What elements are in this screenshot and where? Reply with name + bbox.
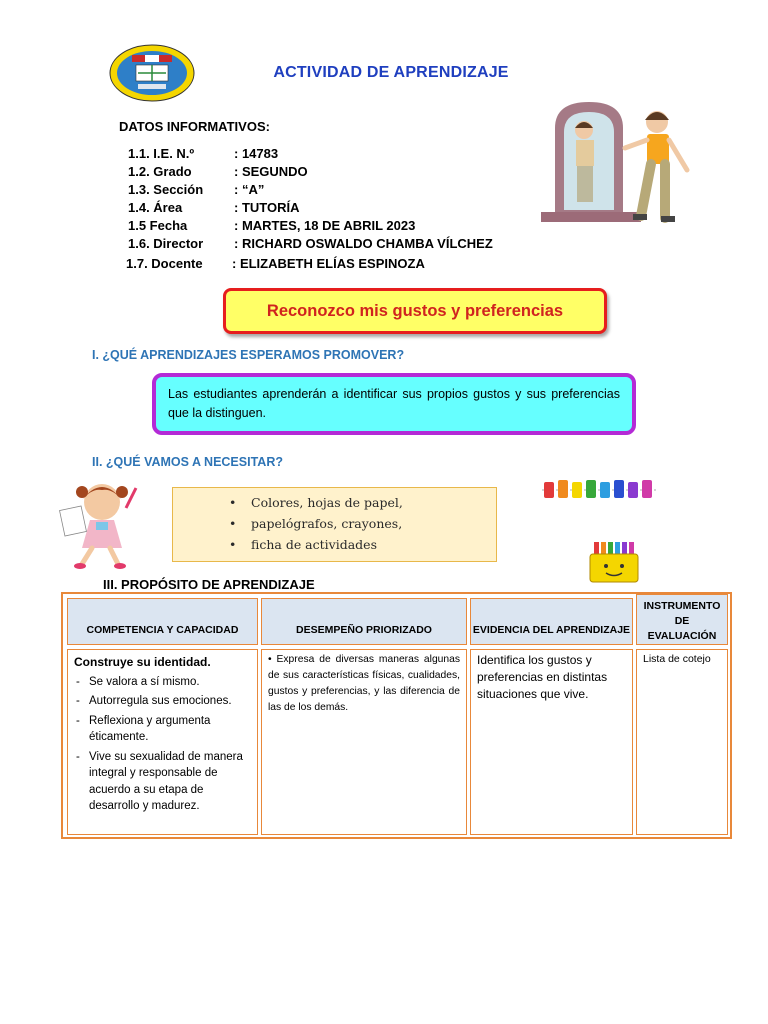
- capacidad-item: - Se valora a sí mismo.: [74, 674, 251, 691]
- datos-label: 1.3. Sección: [128, 182, 204, 197]
- table-header: COMPETENCIA Y CAPACIDAD: [67, 598, 258, 645]
- capacidad-item: - Autorregula sus emociones.: [74, 693, 251, 710]
- section-heading-aprendizajes: I. ¿QUÉ APRENDIZAJES ESPERAMOS PROMOVER?: [92, 348, 405, 362]
- pencils-illustration: [540, 474, 670, 506]
- datos-label: 1.2. Grado: [128, 164, 192, 179]
- crayon-box-illustration: [588, 540, 640, 584]
- datos-label: 1.1. I.E. N.º: [128, 146, 195, 161]
- materials-list: [173, 488, 496, 555]
- datos-label: 1.4. Área: [128, 200, 183, 215]
- table-cell-evidencia: Identifica los gustos y preferencias en distintas situaciones que vive.: [470, 649, 633, 835]
- datos-value: : TUTORÍA: [234, 200, 300, 215]
- datos-value: : MARTES, 18 DE ABRIL 2023: [234, 218, 416, 233]
- competencia-title: Construye su identidad.: [74, 655, 211, 669]
- section-heading-proposito: III. PROPÓSITO DE APRENDIZAJE: [103, 577, 315, 592]
- materials-box: [172, 487, 497, 562]
- datos-label: 1.7. Docente: [126, 256, 203, 271]
- materials-item: • papelógrafos, crayones,: [251, 513, 496, 534]
- materials-item: • ficha de actividades: [251, 534, 496, 555]
- datos-value: : “A”: [234, 182, 265, 197]
- section-heading-necesitar: II. ¿QUÉ VAMOS A NECESITAR?: [92, 455, 283, 469]
- table-cell-instrumento: Lista de cotejo: [636, 649, 728, 835]
- datos-informativos-heading: DATOS INFORMATIVOS:: [119, 119, 270, 134]
- datos-value: : 14783: [234, 146, 279, 161]
- datos-value: : SEGUNDO: [234, 164, 308, 179]
- proposito-table: [61, 592, 732, 839]
- girl-with-pencil-illustration: [52, 478, 147, 570]
- aprendizaje-text-box: Las estudiantes aprenderán a identificar sus propios gustos y sus preferencias que la distinguen.: [152, 373, 636, 435]
- page-title: ACTIVIDAD DE APRENDIZAJE: [273, 64, 509, 81]
- table-header: DESEMPEÑO PRIORIZADO: [261, 598, 467, 645]
- datos-label: 1.5 Fecha: [128, 218, 188, 233]
- table-header: INSTRUMENTO DE EVALUACIÓN: [636, 594, 728, 645]
- materials-item: • Colores, hojas de papel,: [251, 492, 496, 513]
- capacidad-item: - Reflexiona y argumenta éticamente.: [74, 713, 251, 746]
- topic-banner: Reconozco mis gustos y preferencias: [223, 288, 607, 334]
- capacidad-item: - Vive su sexualidad de manera integral y responsable de acuerdo a su etapa de desarrollo y madurez.: [74, 749, 251, 815]
- datos-label: 1.6. Director: [128, 236, 204, 251]
- datos-value: : RICHARD OSWALDO CHAMBA VÍLCHEZ: [234, 236, 493, 251]
- table-cell-desempeno: • Expresa de diversas maneras algunas de sus características físicas, cualidades, gustos y preferencias, y las diferencia de las de los demás.: [261, 649, 467, 835]
- girl-mirror-illustration: [537, 100, 697, 230]
- table-header: EVIDENCIA DEL APRENDIZAJE: [470, 598, 633, 645]
- datos-value: : ELIZABETH ELÍAS ESPINOZA: [232, 256, 425, 271]
- table-cell-competencia: [67, 649, 258, 835]
